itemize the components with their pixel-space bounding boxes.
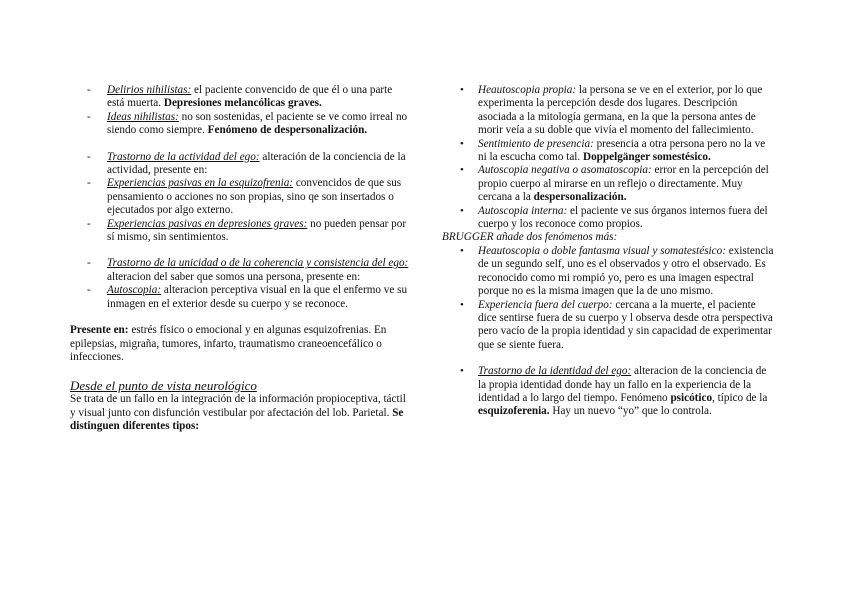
autoscopy-types-list [440, 84, 775, 231]
list-item: • Autoscopia negativa o asomatoscopia: error en la percepción del propio cuerpo al mirarse en un reflejo o directamente. Muy cercana a la despersonalización. [440, 164, 775, 204]
list-item: - Trastorno de la unicidad o de la coherencia y consistencia del ego: alteracion del saber que somos una persona, presente en: [70, 257, 410, 284]
brugger-line: BRUGGER añade dos fenómenos más: [442, 231, 618, 244]
activity-ego-list [70, 151, 410, 245]
nihilism-list [70, 84, 410, 138]
list-item: - Autoscopia: alteracion perceptiva visual en la que el enfermo ve su inmagen en el exterior desde su cuerpo y se reconoce. [70, 284, 410, 311]
brugger-list [440, 245, 775, 352]
list-item: • Sentimiento de presencia: presencia a otra persona pero no la ve ni la escucha como tal. Doppelgänger somestésico. [440, 138, 775, 165]
section-heading: Desde el punto de vista neurológico [70, 378, 257, 394]
identity-ego-list [440, 365, 775, 419]
section-paragraph: Se trata de un fallo en la integración de la información propioceptiva, táctil y visual junto con disfunción vestibular por afectación del lob. Parietal. Se distinguen diferentes tipos: [70, 393, 406, 433]
list-item: • Trastorno de la identidad del ego: alteracion de la conciencia de la propia identidad donde hay un fallo en la experiencia de la identidad a lo largo del tiempo. Fenómeno psicótico, típico de la esquizoferenia. Hay un nuevo “yo” que lo controla. [440, 365, 775, 419]
presente-paragraph: Presente en: estrés físico o emocional y en algunas esquizofrenias. En epilepsias, migraña, tumores, infarto, traumatismo craneoencefálico o infecciones. [70, 324, 387, 363]
list-item: - Experiencias pasivas en depresiones graves: no pueden pensar por sí mismo, sin sentimientos. [70, 218, 410, 245]
list-item: • Heautoscopia propia: la persona se ve en el exterior, por lo que experimenta la percepción desde dos lugares. Descripción asociada a la mitología germana, en la que la persona antes de morir veía a su doble que vivía el momento del fallecimiento. [440, 84, 775, 138]
list-item: - Delirios nihilistas: el paciente convencido de que él o una parte está muerta. Depresiones melancólicas graves. [70, 84, 410, 111]
list-item: • Autoscopia interna: el paciente ve sus órganos internos fuera del cuerpo y los reconoce como propios. [440, 205, 775, 232]
right-column [440, 84, 775, 419]
list-item: • Heautoscopia o doble fantasma visual y somatestésico: existencia de un segundo self, uno es el observados y otro el observado. Es reconocido como mi rompió yo, pero es una imagen espectral porque no es la misma imagen que la de uno mismo. [440, 245, 775, 299]
list-item: - Experiencias pasivas en la esquizofrenia: convencidos de que sus pensamiento o acciones no son propias, sino qe son insertados o ejecutados por algo externo. [70, 177, 410, 217]
list-item: • Experiencia fuera del cuerpo: cercana a la muerte, el paciente dice sentirse fuera de su cuerpo y l observa desde otra perspectiva pero vacío de la propia identidad y sin capacidad de experimentar que se siente fuera. [440, 299, 775, 353]
list-item: - Trastorno de la actividad del ego: alteración de la conciencia de la actividad, presente en: [70, 151, 410, 178]
list-item: - Ideas nihilistas: no son sostenidas, el paciente se ve como irreal no siendo como siempre. Fenómeno de despersonalización. [70, 111, 410, 138]
left-column [70, 84, 410, 434]
unity-ego-list [70, 257, 410, 311]
